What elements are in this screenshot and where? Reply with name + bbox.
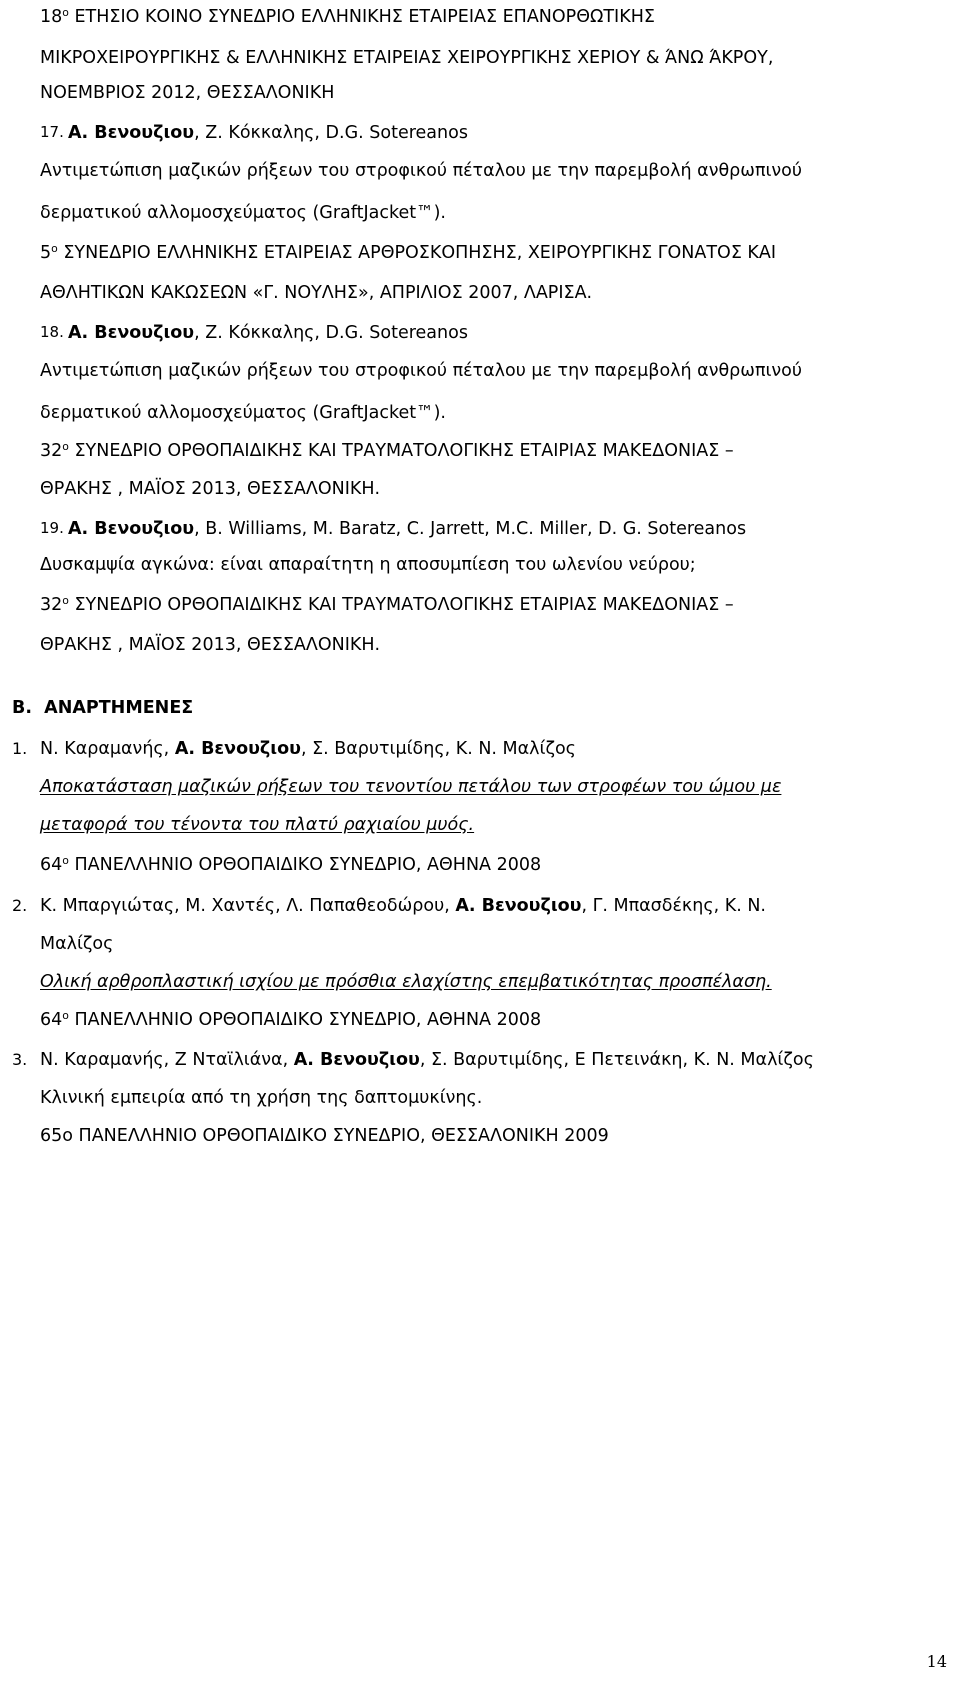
- authors-line: [68, 521, 746, 539]
- conference-line: ΑΘΛΗΤΙΚΩΝ ΚΑΚΩΣΕΩΝ «Γ. ΝΟΥΛΗΣ», ΑΠΡΙΛΙΟΣ 2007, ΛΑΡΙΣΑ.: [40, 283, 593, 303]
- co-authors: Ν. Καραμανής, Ζ Νταϊλιάνα,: [40, 1050, 294, 1070]
- conference-header-line: [40, 6, 655, 27]
- co-authors: Κ. Μπαργιώτας, Μ. Χαντές, Λ. Παπαθεοδώρου,: [40, 896, 456, 916]
- highlighted-author: Α. Βενουζιου: [68, 323, 195, 343]
- conference-ordinal: 18: [40, 7, 63, 27]
- conference-line: ΘΡΑΚΗΣ , ΜΑΪΟΣ 2013, ΘΕΣΣΑΛΟΝΙΚΗ.: [40, 635, 381, 655]
- conference-line: 65ο ΠΑΝΕΛΛΗΝΙΟ ΟΡΘΟΠΑΙΔΙΚΟ ΣΥΝΕΔΡΙΟ, ΘΕΣΣΑΛΟΝΙΚΗ 2009: [40, 1126, 609, 1146]
- conference-ordinal: 64: [40, 1010, 63, 1030]
- presentation-title: δερματικού αλλομοσχεύματος (GraftJacket™).: [40, 403, 446, 423]
- item-number: 1.: [12, 739, 28, 758]
- presentation-title: δερματικού αλλομοσχεύματος (GraftJacket™).: [40, 203, 446, 223]
- highlighted-author: Α. Βενουζιου: [455, 896, 582, 916]
- co-authors: , B. Williams, M. Baratz, C. Jarrett, M.C. Miller, D. G. Sotereanos: [194, 519, 747, 539]
- presentation-title: Δυσκαμψία αγκώνα: είναι απαραίτητη η αποσυμπίεση του ωλενίου νεύρου;: [40, 555, 696, 575]
- poster-title: Αποκατάσταση μαζικών ρήξεων του τενοντίου πετάλου των στροφέων του ώμου με: [40, 777, 782, 797]
- item-number: 17.: [40, 123, 64, 141]
- conference-line: [40, 594, 734, 615]
- conference-line: [40, 440, 734, 461]
- authors-line: [68, 125, 468, 143]
- ordinal-superscript: ο: [62, 594, 69, 608]
- conference-title: ΣΥΝΕΔΡΙΟ ΕΛΛΗΝΙΚΗΣ ΕΤΑΙΡΕΙΑΣ ΑΡΘΡΟΣΚΟΠΗΣΗΣ, ΧΕΙΡΟΥΡΓΙΚΗΣ ΓΟΝΑΤΟΣ ΚΑΙ: [57, 243, 777, 263]
- item-number: 3.: [12, 1050, 28, 1069]
- item-number: 18.: [40, 323, 64, 341]
- authors-line: [40, 1052, 814, 1070]
- section-heading: Β. ΑΝΑΡΤΗΜΕΝΕΣ: [12, 698, 194, 718]
- conference-title: ΕΤΗΣΙΟ ΚΟΙΝΟ ΣΥΝΕΔΡΙΟ ΕΛΛΗΝΙΚΗΣ ΕΤΑΙΡΕΙΑΣ ΕΠΑΝΟΡΘΩΤΙΚΗΣ: [68, 7, 655, 27]
- highlighted-author: Α. Βενουζιου: [293, 1050, 420, 1070]
- presentation-title: Αντιμετώπιση μαζικών ρήξεων του στροφικού πέταλου με την παρεμβολή ανθρωπινού: [40, 361, 803, 381]
- ordinal-superscript: ο: [51, 242, 58, 256]
- ordinal-superscript: ο: [62, 1009, 69, 1023]
- item-number: 19.: [40, 519, 64, 537]
- ordinal-superscript: ο: [62, 440, 69, 454]
- conference-line: [40, 1009, 542, 1030]
- conference-header-line: ΜΙΚΡΟΧΕΙΡΟΥΡΓΙΚΗΣ & ΕΛΛΗΝΙΚΗΣ ΕΤΑΙΡΕΙΑΣ ΧΕΙΡΟΥΡΓΙΚΗΣ ΧΕΡΙΟΥ & ΆΝΩ ΆΚΡΟΥ,: [40, 48, 774, 68]
- conference-line: [40, 242, 777, 263]
- conference-ordinal: 32: [40, 595, 63, 615]
- conference-header-line: ΝΟΕΜΒΡΙΟΣ 2012, ΘΕΣΣΑΛΟΝΙΚΗ: [40, 83, 335, 103]
- authors-line: Μαλίζος: [40, 934, 114, 954]
- poster-title: Ολική αρθροπλαστική ισχίου με πρόσθια ελαχίστης επεμβατικότητας προσπέλαση.: [40, 972, 772, 992]
- conference-line: [40, 854, 542, 875]
- conference-title: ΠΑΝΕΛΛΗΝΙΟ ΟΡΘΟΠΑΙΔΙΚΟ ΣΥΝΕΔΡΙΟ, ΑΘΗΝΑ 2008: [68, 855, 542, 875]
- conference-title: ΣΥΝΕΔΡΙΟ ΟΡΘΟΠΑΙΔΙΚΗΣ ΚΑΙ ΤΡΑΥΜΑΤΟΛΟΓΙΚΗΣ ΕΤΑΙΡΙΑΣ ΜΑΚΕΔΟΝΙΑΣ –: [68, 441, 734, 461]
- highlighted-author: Α. Βενουζιου: [174, 739, 301, 759]
- ordinal-superscript: ο: [62, 6, 69, 20]
- ordinal-superscript: ο: [62, 854, 69, 868]
- conference-title: ΣΥΝΕΔΡΙΟ ΟΡΘΟΠΑΙΔΙΚΗΣ ΚΑΙ ΤΡΑΥΜΑΤΟΛΟΓΙΚΗΣ ΕΤΑΙΡΙΑΣ ΜΑΚΕΔΟΝΙΑΣ –: [68, 595, 734, 615]
- conference-ordinal: 5: [40, 243, 52, 263]
- co-authors: , Ζ. Κόκκαλης, D.G. Sotereanos: [194, 323, 468, 343]
- presentation-title: Αντιμετώπιση μαζικών ρήξεων του στροφικού πέταλου με την παρεμβολή ανθρωπινού: [40, 161, 803, 181]
- conference-title: ΠΑΝΕΛΛΗΝΙΟ ΟΡΘΟΠΑΙΔΙΚΟ ΣΥΝΕΔΡΙΟ, ΑΘΗΝΑ 2008: [68, 1010, 542, 1030]
- authors-line: [40, 741, 576, 759]
- co-authors: Ν. Καραμανής,: [40, 739, 175, 759]
- highlighted-author: Α. Βενουζιου: [68, 123, 195, 143]
- co-authors: , Σ. Βαρυτιμίδης, Ε Πετεινάκη, Κ. Ν. Μαλίζος: [419, 1050, 814, 1070]
- authors-line: [40, 898, 766, 916]
- conference-ordinal: 64: [40, 855, 63, 875]
- conference-ordinal: 32: [40, 441, 63, 461]
- poster-title: μεταφορά του τένοντα του πλατύ ραχιαίου μυός.: [40, 815, 475, 835]
- co-authors: , Ζ. Κόκκαλης, D.G. Sotereanos: [194, 123, 468, 143]
- item-number: 2.: [12, 896, 28, 915]
- authors-line: [68, 325, 468, 343]
- conference-line: ΘΡΑΚΗΣ , ΜΑΪΟΣ 2013, ΘΕΣΣΑΛΟΝΙΚΗ.: [40, 479, 381, 499]
- poster-title: Κλινική εμπειρία από τη χρήση της δαπτομυκίνης.: [40, 1088, 483, 1108]
- co-authors: , Σ. Βαρυτιμίδης, Κ. Ν. Μαλίζος: [300, 739, 576, 759]
- page-number: 14: [926, 1652, 947, 1671]
- highlighted-author: Α. Βενουζιου: [68, 519, 195, 539]
- co-authors: , Γ. Μπασδέκης, Κ. Ν.: [581, 896, 766, 916]
